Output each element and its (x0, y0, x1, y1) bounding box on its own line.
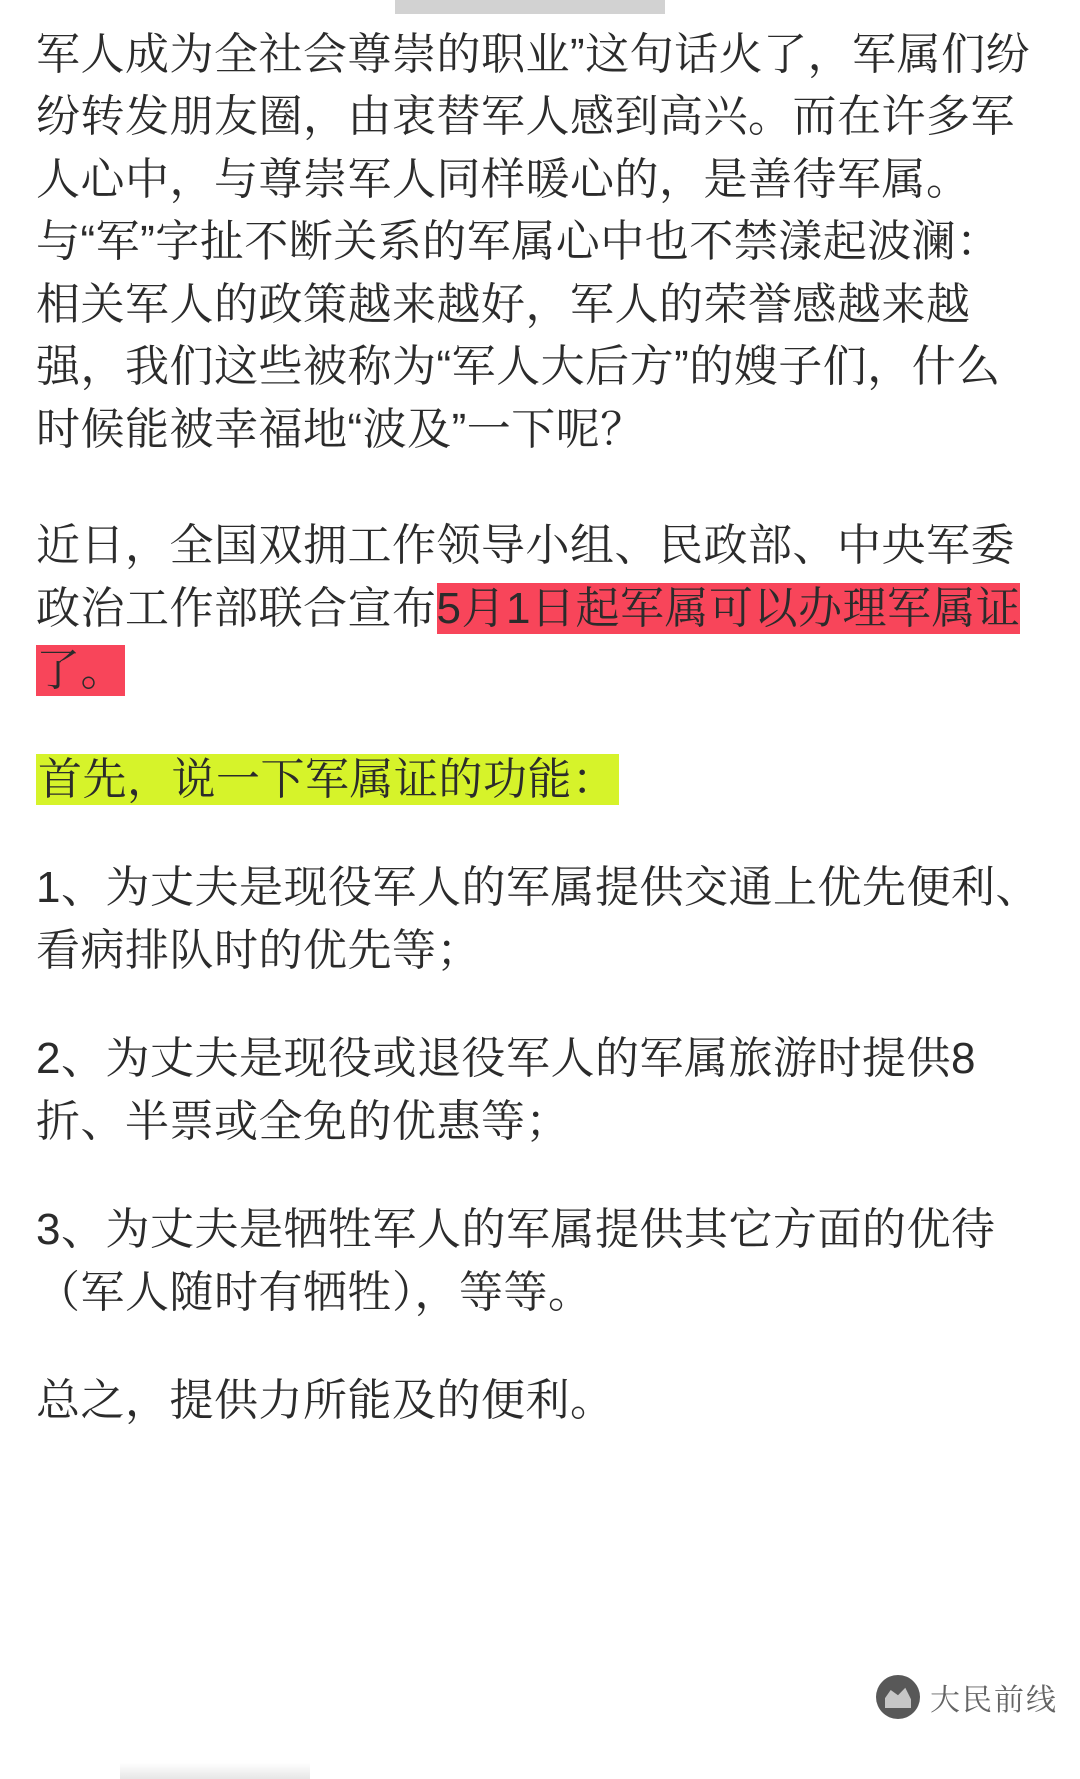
watermark (876, 1675, 1058, 1719)
top-bar (0, 0, 1080, 14)
announcement-lead-text: 近日，全国双拥工作领导小组、民政部、中央军委政治工作部联合宣布 (36, 521, 1015, 633)
announcement-highlight-red: 5月1日起军属可以办理军属证了。 (36, 583, 1021, 696)
paragraph-intro: 军人成为全社会尊崇的职业”这句话火了，军属们纷纷转发朋友圈，由衷替军人感到高兴。而在许多军人心中，与尊崇军人同样暖心的，是善待军属。与“军”字扯不断关系的军属心中也不禁漾起波澜：相关军人的政策越来越好，军人的荣誉感越来越强，我们这些被称为“军人大后方”的嫂子们，什么时候能被幸福地“波及”一下呢？ (36, 30, 1031, 454)
paragraph-spacer (36, 1153, 1044, 1199)
paragraph-item-1: 1、为丈夫是现役军人的军属提供交通上优先便利、看病排队时的优先等； (36, 863, 1040, 975)
paragraph-announcement (36, 515, 1044, 702)
bottom-image-fragment (120, 1763, 310, 1779)
paragraph-conclusion: 总之，提供力所能及的便利。 (36, 1375, 615, 1425)
paragraph-spacer (36, 811, 1044, 857)
paragraph-item-2: 2、为丈夫是现役或退役军人的军属旅游时提供8折、半票或全免的优惠等； (36, 1034, 976, 1146)
paragraph-spacer (36, 982, 1044, 1028)
mountain-logo-icon (876, 1675, 920, 1719)
section-heading-highlight-green: 首先，说一下军属证的功能： (38, 754, 617, 804)
paragraph-section-heading (36, 749, 1044, 811)
paragraph-spacer (36, 461, 1044, 515)
paragraph-spacer (36, 703, 1044, 749)
watermark-account-name: 大民前线 (930, 1684, 1058, 1717)
paragraph-item-3: 3、为丈夫是牺牲军人的军属提供其它方面的优待（军人随时有牺牲），等等。 (36, 1205, 996, 1317)
article-page (0, 14, 1080, 1779)
bottom-image-strip (0, 1753, 1080, 1779)
paragraph-spacer (36, 1324, 1044, 1370)
top-bar-fragment (395, 0, 665, 14)
